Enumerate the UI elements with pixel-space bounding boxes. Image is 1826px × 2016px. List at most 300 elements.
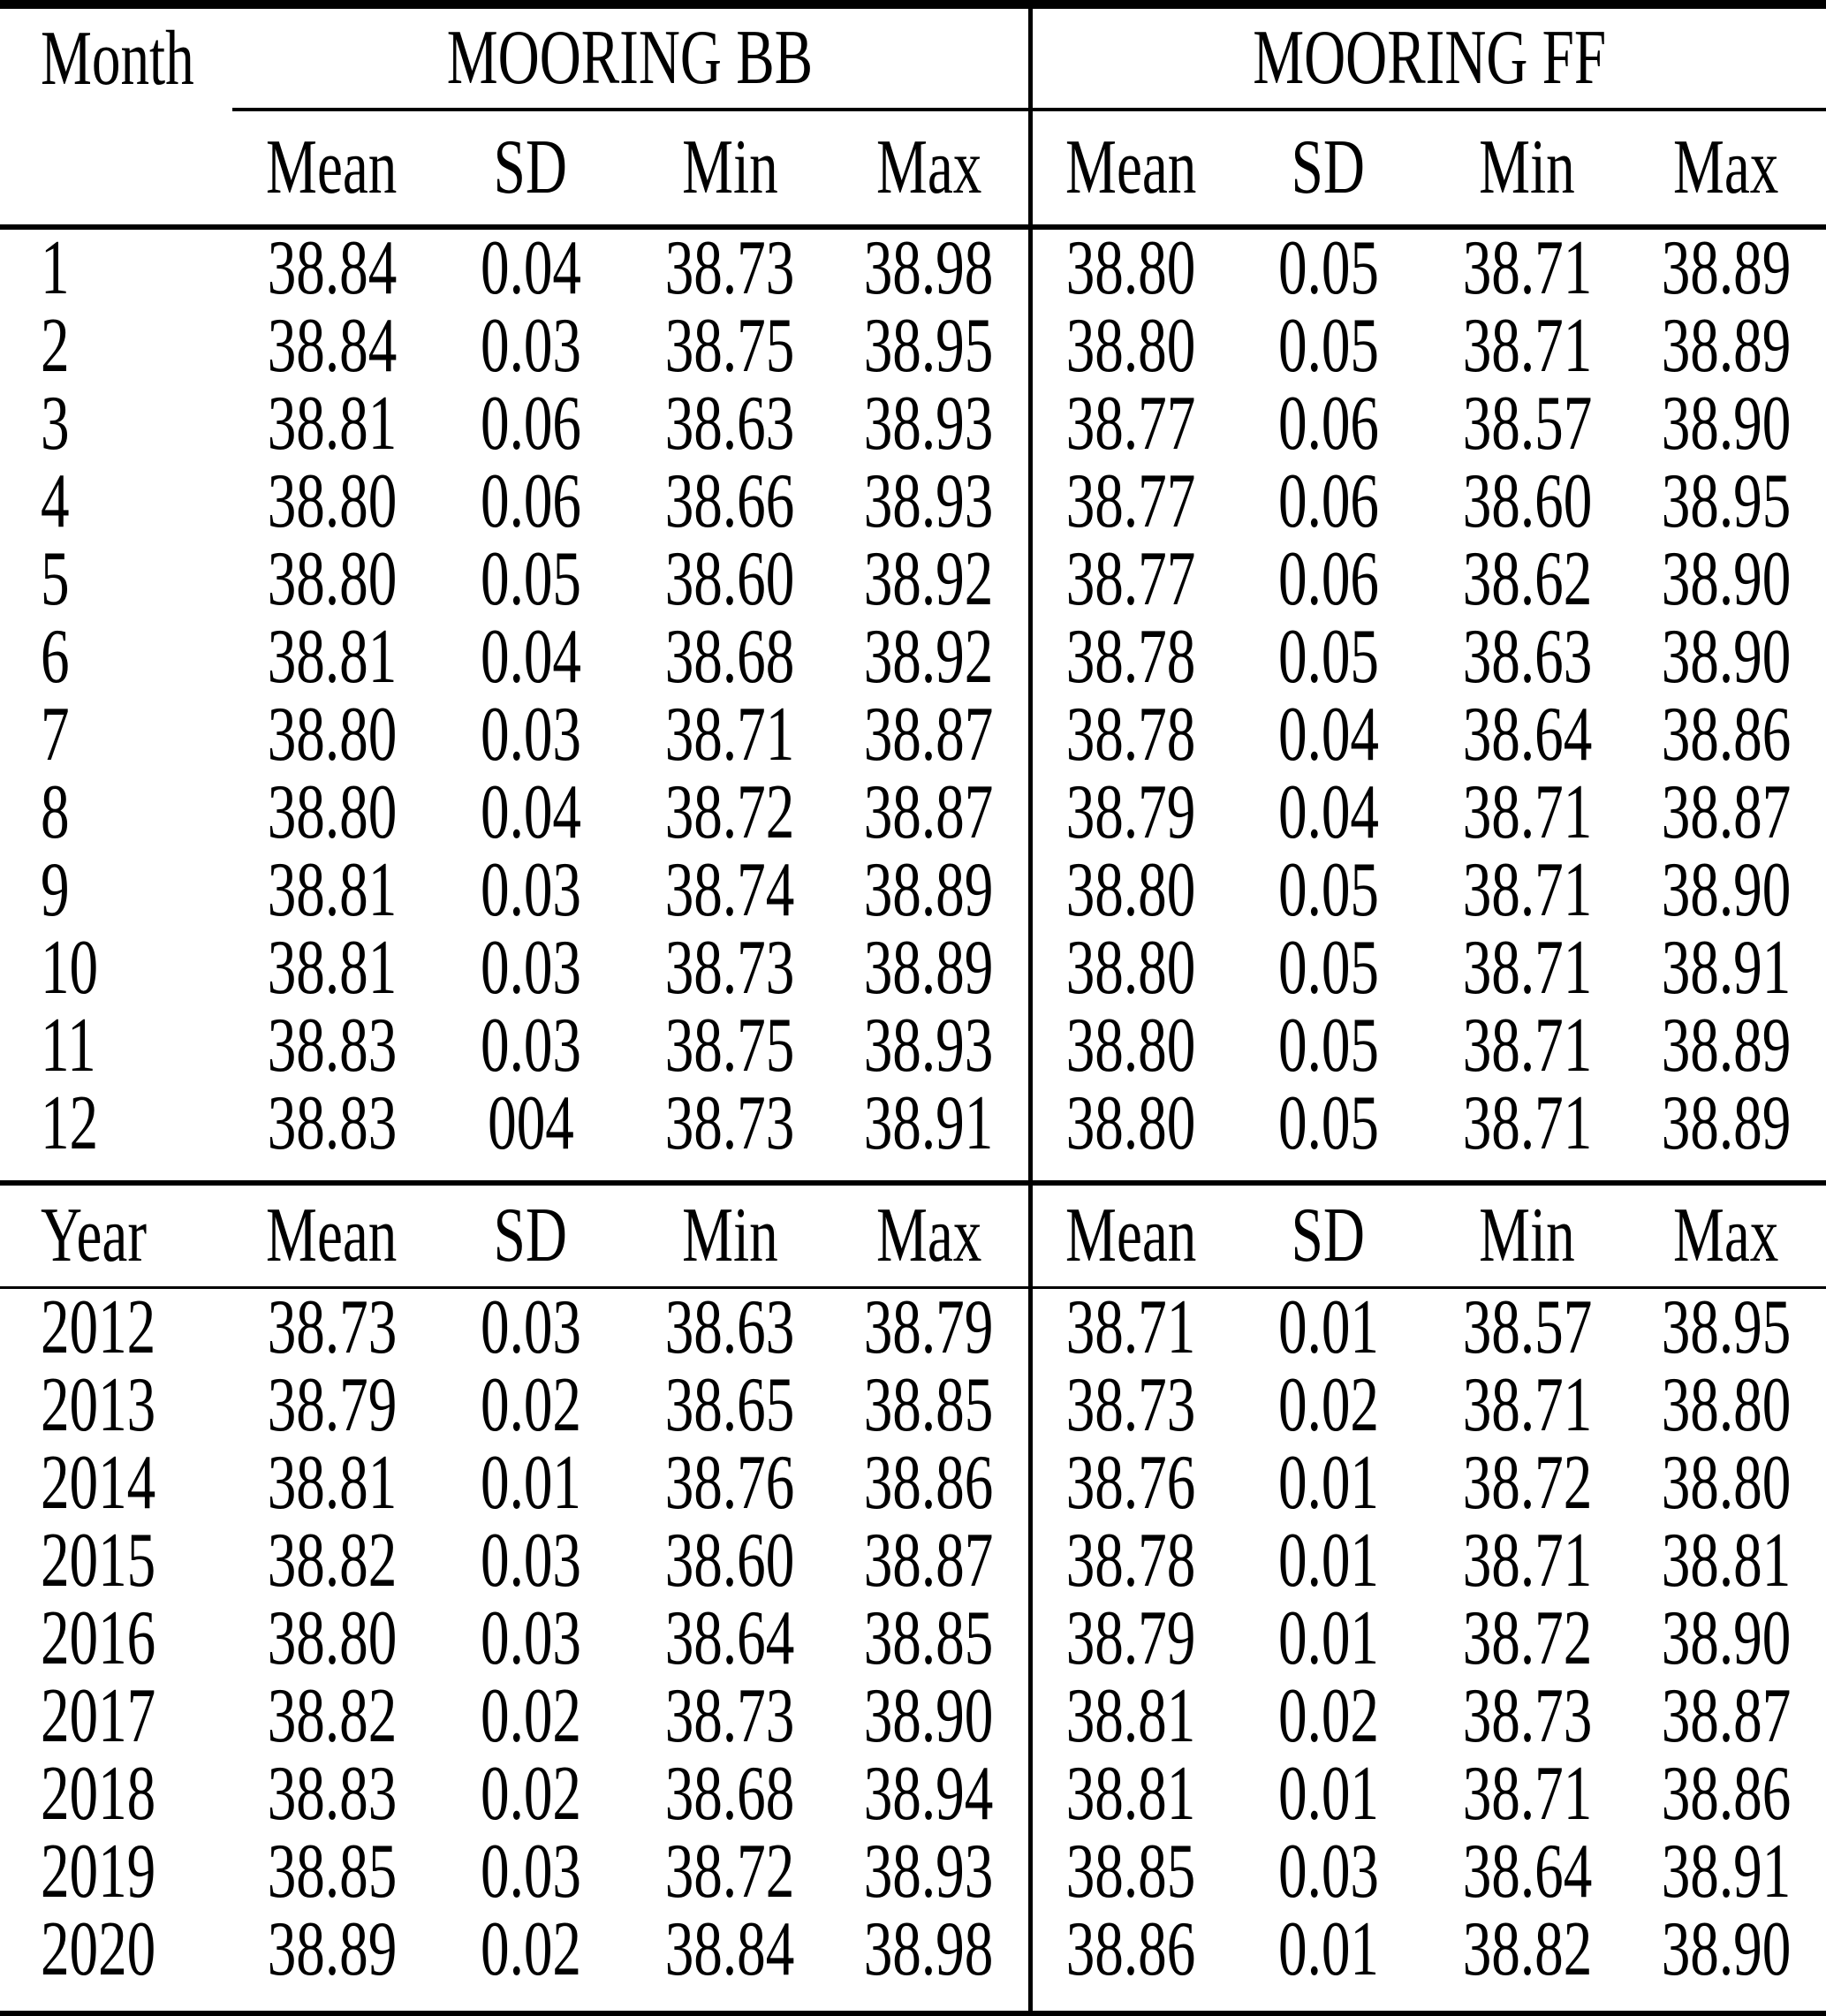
month-label: 2 — [41, 303, 70, 389]
cell-bb-sd — [431, 536, 630, 622]
value-bb-min: 38.72 — [664, 1829, 795, 1914]
value-ff-sd: 0.02 — [1277, 1362, 1379, 1448]
value-ff-mean: 38.78 — [1065, 614, 1196, 700]
cell-ff-mean — [1030, 847, 1229, 933]
value-ff-mean: 38.78 — [1065, 692, 1196, 777]
mooring-bb-label: MOORING BB — [447, 15, 814, 101]
cell-ff-sd — [1229, 536, 1428, 622]
value-bb-max: 38.85 — [864, 1595, 994, 1681]
cell-bb-sd — [431, 692, 630, 777]
value-bb-min: 38.66 — [664, 459, 795, 544]
group-header-row — [0, 4, 1826, 110]
cell-ff-sd — [1229, 381, 1428, 466]
value-ff-max: 38.91 — [1661, 925, 1792, 1011]
value-ff-min: 38.71 — [1462, 925, 1592, 1011]
value-ff-min: 38.71 — [1462, 303, 1592, 389]
ff-max-year-header: Max — [1626, 1183, 1826, 1288]
bb-sd-year-header: SD — [431, 1183, 630, 1288]
bb-sd-header: SD — [431, 110, 630, 227]
value-ff-mean: 38.77 — [1065, 459, 1196, 544]
cell-ff-mean — [1030, 459, 1229, 544]
cell-ff-mean — [1030, 1751, 1229, 1837]
month-label: 8 — [41, 769, 70, 855]
cell-ff-sd — [1229, 925, 1428, 1011]
month-label-cell — [0, 614, 232, 700]
cell-bb-max — [830, 847, 1030, 933]
mooring-ff-label: MOORING FF — [1252, 15, 1606, 101]
value-bb-sd: 0.03 — [480, 692, 581, 777]
value-bb-sd: 0.05 — [480, 536, 581, 622]
value-ff-sd: 0.05 — [1277, 225, 1379, 311]
cell-bb-mean — [232, 536, 431, 622]
value-ff-mean: 38.80 — [1065, 847, 1196, 933]
value-bb-min: 38.84 — [664, 1906, 795, 1992]
cell-bb-mean — [232, 614, 431, 700]
cell-bb-mean — [232, 1673, 431, 1759]
month-label: 9 — [41, 847, 70, 933]
cell-ff-min — [1428, 536, 1626, 622]
year-row — [0, 1522, 1826, 1600]
cell-bb-max — [830, 1595, 1030, 1681]
value-bb-min: 38.72 — [664, 769, 795, 855]
year-row — [0, 1600, 1826, 1678]
value-bb-max: 38.87 — [864, 1518, 994, 1603]
value-ff-sd: 0.03 — [1277, 1829, 1379, 1914]
cell-ff-sd — [1229, 1518, 1428, 1603]
cell-bb-max — [830, 614, 1030, 700]
value-ff-sd: 0.05 — [1277, 1003, 1379, 1088]
value-ff-max: 38.90 — [1661, 1906, 1792, 1992]
cell-ff-sd — [1229, 692, 1428, 777]
cell-ff-sd — [1229, 1362, 1428, 1448]
ff-min-header: Min — [1428, 110, 1626, 227]
year-label-cell — [0, 1906, 232, 2013]
value-ff-min: 38.57 — [1462, 1285, 1592, 1370]
bb-max-year-header: Max — [830, 1183, 1030, 1288]
cell-bb-sd — [431, 1440, 630, 1526]
value-bb-mean: 38.84 — [267, 225, 397, 311]
cell-ff-max — [1626, 925, 1826, 1011]
month-label-cell — [0, 381, 232, 466]
value-bb-max: 38.87 — [864, 769, 994, 855]
cell-ff-mean — [1030, 692, 1229, 777]
value-bb-mean: 38.83 — [267, 1003, 397, 1088]
cell-bb-min — [630, 1673, 830, 1759]
cell-ff-mean — [1030, 925, 1229, 1011]
cell-ff-mean — [1030, 769, 1229, 855]
cell-bb-max — [830, 925, 1030, 1011]
cell-bb-sd — [431, 925, 630, 1011]
value-ff-mean: 38.81 — [1065, 1673, 1196, 1759]
cell-bb-sd — [431, 1673, 630, 1759]
cell-bb-min — [630, 225, 830, 311]
value-ff-min: 38.71 — [1462, 769, 1592, 855]
cell-ff-max — [1626, 459, 1826, 544]
month-row — [0, 463, 1826, 541]
value-bb-sd: 0.06 — [480, 381, 581, 466]
value-bb-mean: 38.85 — [267, 1829, 397, 1914]
value-bb-max: 38.93 — [864, 381, 994, 466]
cell-ff-min — [1428, 225, 1626, 311]
value-ff-sd: 0.02 — [1277, 1673, 1379, 1759]
value-ff-min: 38.72 — [1462, 1595, 1592, 1681]
cell-ff-min — [1428, 1440, 1626, 1526]
cell-ff-min — [1428, 1362, 1626, 1448]
cell-bb-sd — [431, 1829, 630, 1914]
value-bb-min: 38.74 — [664, 847, 795, 933]
cell-ff-sd — [1229, 1829, 1428, 1914]
value-bb-max: 38.98 — [864, 1906, 994, 1992]
value-ff-sd: 0.04 — [1277, 692, 1379, 777]
cell-bb-max — [830, 1906, 1030, 2013]
cell-ff-mean — [1030, 225, 1229, 311]
year-label: 2016 — [41, 1595, 156, 1681]
cell-ff-min — [1428, 1285, 1626, 1370]
value-bb-max: 38.85 — [864, 1362, 994, 1448]
value-ff-min: 38.71 — [1462, 1751, 1592, 1837]
year-label: 2019 — [41, 1829, 156, 1914]
cell-bb-sd — [431, 1518, 630, 1603]
cell-ff-sd — [1229, 847, 1428, 933]
year-header-row — [0, 1183, 1826, 1288]
value-bb-mean: 38.80 — [267, 769, 397, 855]
value-ff-mean: 38.77 — [1065, 536, 1196, 622]
cell-bb-min — [630, 536, 830, 622]
cell-ff-min — [1428, 925, 1626, 1011]
value-ff-max: 38.87 — [1661, 1673, 1792, 1759]
year-row — [0, 1367, 1826, 1444]
cell-bb-mean — [232, 1440, 431, 1526]
value-bb-min: 38.68 — [664, 1751, 795, 1837]
value-bb-min: 38.68 — [664, 614, 795, 700]
cell-ff-sd — [1229, 303, 1428, 389]
cell-bb-min — [630, 1595, 830, 1681]
year-label: 2015 — [41, 1518, 156, 1603]
value-ff-mean: 38.80 — [1065, 303, 1196, 389]
cell-bb-min — [630, 692, 830, 777]
year-row — [0, 1678, 1826, 1755]
cell-ff-sd — [1229, 1673, 1428, 1759]
cell-bb-max — [830, 303, 1030, 389]
cell-ff-max — [1626, 1906, 1826, 2013]
cell-bb-mean — [232, 769, 431, 855]
value-bb-mean: 38.80 — [267, 1595, 397, 1681]
year-label: 2017 — [41, 1673, 156, 1759]
year-label: 2018 — [41, 1751, 156, 1837]
value-ff-mean: 38.85 — [1065, 1829, 1196, 1914]
cell-bb-min — [630, 1906, 830, 2013]
cell-bb-sd — [431, 1285, 630, 1370]
cell-bb-min — [630, 1829, 830, 1914]
month-label: 5 — [41, 536, 70, 622]
cell-ff-min — [1428, 459, 1626, 544]
month-label: 3 — [41, 381, 70, 466]
value-ff-mean: 38.71 — [1065, 1285, 1196, 1370]
value-bb-sd: 0.01 — [480, 1440, 581, 1526]
bb-max-header: Max — [830, 110, 1030, 227]
value-bb-min: 38.73 — [664, 925, 795, 1011]
year-label: 2014 — [41, 1440, 156, 1526]
value-bb-sd: 0.04 — [480, 225, 581, 311]
cell-bb-min — [630, 847, 830, 933]
cell-bb-mean — [232, 1829, 431, 1914]
value-bb-mean: 38.81 — [267, 381, 397, 466]
value-ff-max: 38.90 — [1661, 847, 1792, 933]
month-header-label: Month — [41, 16, 194, 102]
cell-ff-mean — [1030, 381, 1229, 466]
cell-bb-mean — [232, 381, 431, 466]
month-row — [0, 696, 1826, 774]
cell-bb-min — [630, 925, 830, 1011]
value-bb-min: 38.63 — [664, 381, 795, 466]
cell-bb-max — [830, 381, 1030, 466]
cell-bb-max — [830, 1362, 1030, 1448]
ff-mean-year-header: Mean — [1030, 1183, 1229, 1288]
value-ff-mean: 38.80 — [1065, 225, 1196, 311]
cell-ff-max — [1626, 1003, 1826, 1088]
value-ff-mean: 38.79 — [1065, 1595, 1196, 1681]
cell-ff-mean — [1030, 1285, 1229, 1370]
cell-ff-sd — [1229, 769, 1428, 855]
value-bb-sd: 0.03 — [480, 925, 581, 1011]
value-ff-mean: 38.80 — [1065, 1003, 1196, 1088]
cell-ff-min — [1428, 692, 1626, 777]
value-bb-sd: 0.03 — [480, 1285, 581, 1370]
value-ff-sd: 0.01 — [1277, 1906, 1379, 1992]
value-ff-min: 38.64 — [1462, 1829, 1592, 1914]
value-bb-sd: 0.03 — [480, 1003, 581, 1088]
value-bb-max: 38.86 — [864, 1440, 994, 1526]
year-row — [0, 1288, 1826, 1368]
value-ff-mean: 38.79 — [1065, 769, 1196, 855]
cell-bb-max — [830, 1673, 1030, 1759]
value-bb-min: 38.75 — [664, 303, 795, 389]
value-ff-sd: 0.05 — [1277, 847, 1379, 933]
value-bb-max: 38.93 — [864, 1003, 994, 1088]
cell-ff-min — [1428, 1906, 1626, 2013]
value-bb-min: 38.75 — [664, 1003, 795, 1088]
year-row — [0, 1911, 1826, 2013]
cell-ff-mean — [1030, 536, 1229, 622]
value-ff-max: 38.80 — [1661, 1362, 1792, 1448]
month-row — [0, 774, 1826, 852]
cell-ff-max — [1626, 614, 1826, 700]
value-ff-sd: 0.01 — [1277, 1440, 1379, 1526]
value-ff-sd: 0.05 — [1277, 614, 1379, 700]
cell-bb-sd — [431, 1362, 630, 1448]
cell-bb-mean — [232, 459, 431, 544]
value-bb-max: 38.93 — [864, 459, 994, 544]
month-label: 10 — [41, 925, 99, 1011]
cell-bb-max — [830, 536, 1030, 622]
value-ff-max: 38.90 — [1661, 381, 1792, 466]
cell-bb-max — [830, 1440, 1030, 1526]
cell-bb-min — [630, 381, 830, 466]
value-bb-min: 38.76 — [664, 1440, 795, 1526]
value-ff-max: 38.91 — [1661, 1829, 1792, 1914]
cell-bb-mean — [232, 1285, 431, 1370]
cell-bb-min — [630, 1362, 830, 1448]
year-label-cell — [0, 1440, 232, 1526]
cell-ff-mean — [1030, 614, 1229, 700]
cell-ff-sd — [1229, 225, 1428, 311]
cell-ff-mean — [1030, 1003, 1229, 1088]
month-label-cell — [0, 769, 232, 855]
value-bb-max: 38.95 — [864, 303, 994, 389]
year-label-cell — [0, 1362, 232, 1448]
value-ff-mean: 38.78 — [1065, 1518, 1196, 1603]
value-ff-mean: 38.80 — [1065, 925, 1196, 1011]
month-label: 4 — [41, 459, 70, 544]
value-bb-mean: 38.80 — [267, 459, 397, 544]
value-bb-sd: 0.04 — [480, 614, 581, 700]
value-bb-sd: 0.03 — [480, 1518, 581, 1603]
cell-ff-min — [1428, 381, 1626, 466]
cell-ff-max — [1626, 1285, 1826, 1370]
ff-min-year-header: Min — [1428, 1183, 1626, 1288]
month-row — [0, 307, 1826, 385]
value-ff-min: 38.73 — [1462, 1673, 1592, 1759]
cell-bb-mean — [232, 1362, 431, 1448]
value-bb-min: 38.60 — [664, 536, 795, 622]
cell-ff-min — [1428, 1751, 1626, 1837]
year-row — [0, 1755, 1826, 1833]
cell-bb-mean — [232, 1518, 431, 1603]
value-bb-min: 38.73 — [664, 1080, 795, 1166]
cell-ff-max — [1626, 692, 1826, 777]
cell-bb-min — [630, 1518, 830, 1603]
month-label: 1 — [41, 225, 70, 311]
cell-bb-max — [830, 1829, 1030, 1914]
cell-ff-sd — [1229, 1440, 1428, 1526]
value-ff-max: 38.86 — [1661, 1751, 1792, 1837]
cell-ff-sd — [1229, 1080, 1428, 1183]
value-ff-max: 38.89 — [1661, 1080, 1792, 1166]
cell-bb-min — [630, 1080, 830, 1183]
value-bb-mean: 38.82 — [267, 1518, 397, 1603]
cell-ff-max — [1626, 225, 1826, 311]
cell-ff-sd — [1229, 1906, 1428, 2013]
year-row — [0, 1833, 1826, 1911]
cell-bb-sd — [431, 847, 630, 933]
value-ff-max: 38.90 — [1661, 614, 1792, 700]
cell-bb-mean — [232, 692, 431, 777]
cell-bb-max — [830, 1080, 1030, 1183]
cell-ff-min — [1428, 1829, 1626, 1914]
value-bb-max: 38.93 — [864, 1829, 994, 1914]
cell-bb-sd — [431, 1751, 630, 1837]
year-label-cell — [0, 1518, 232, 1603]
month-label-cell — [0, 536, 232, 622]
month-row — [0, 1007, 1826, 1085]
bb-min-header: Min — [630, 110, 830, 227]
month-label-cell — [0, 692, 232, 777]
cell-ff-min — [1428, 1518, 1626, 1603]
cell-ff-min — [1428, 769, 1626, 855]
cell-bb-sd — [431, 614, 630, 700]
month-row — [0, 852, 1826, 929]
value-ff-min: 38.71 — [1462, 1518, 1592, 1603]
cell-bb-sd — [431, 459, 630, 544]
value-bb-mean: 38.81 — [267, 847, 397, 933]
cell-ff-min — [1428, 614, 1626, 700]
cell-ff-mean — [1030, 1080, 1229, 1183]
value-ff-max: 38.95 — [1661, 1285, 1792, 1370]
cell-ff-max — [1626, 1829, 1826, 1914]
value-bb-sd: 0.02 — [480, 1362, 581, 1448]
cell-bb-mean — [232, 225, 431, 311]
cell-bb-sd — [431, 225, 630, 311]
cell-bb-min — [630, 459, 830, 544]
value-bb-min: 38.73 — [664, 225, 795, 311]
month-label-cell — [0, 225, 232, 311]
value-bb-max: 38.87 — [864, 692, 994, 777]
value-ff-mean: 38.76 — [1065, 1440, 1196, 1526]
cell-ff-mean — [1030, 1595, 1229, 1681]
value-bb-max: 38.89 — [864, 925, 994, 1011]
value-bb-sd: 0.03 — [480, 1595, 581, 1681]
cell-bb-mean — [232, 1003, 431, 1088]
value-bb-min: 38.65 — [664, 1362, 795, 1448]
value-ff-max: 38.89 — [1661, 225, 1792, 311]
value-ff-max: 38.81 — [1661, 1518, 1792, 1603]
cell-ff-max — [1626, 769, 1826, 855]
value-bb-max: 38.92 — [864, 614, 994, 700]
cell-ff-max — [1626, 1440, 1826, 1526]
year-label-cell — [0, 1751, 232, 1837]
cell-bb-max — [830, 1285, 1030, 1370]
value-bb-mean: 38.80 — [267, 536, 397, 622]
year-rows-body — [0, 1285, 1826, 2014]
value-ff-max: 38.89 — [1661, 1003, 1792, 1088]
value-ff-sd: 0.01 — [1277, 1518, 1379, 1603]
year-label-cell — [0, 1595, 232, 1681]
value-bb-sd: 0.03 — [480, 847, 581, 933]
value-ff-min: 38.71 — [1462, 1080, 1592, 1166]
cell-ff-min — [1428, 303, 1626, 389]
empty-corner-cell — [0, 110, 232, 227]
cell-bb-mean — [232, 1595, 431, 1681]
year-label: 2020 — [41, 1906, 156, 1992]
month-row — [0, 385, 1826, 463]
cell-bb-max — [830, 692, 1030, 777]
month-label: 12 — [41, 1080, 99, 1166]
value-bb-sd: 004 — [487, 1080, 574, 1166]
value-bb-sd: 0.06 — [480, 459, 581, 544]
value-bb-mean: 38.73 — [267, 1285, 397, 1370]
value-bb-mean: 38.81 — [267, 1440, 397, 1526]
cell-bb-max — [830, 1518, 1030, 1603]
month-label-cell — [0, 1080, 232, 1183]
value-bb-max: 38.98 — [864, 225, 994, 311]
cell-ff-sd — [1229, 1285, 1428, 1370]
cell-bb-sd — [431, 1080, 630, 1183]
value-ff-min: 38.63 — [1462, 614, 1592, 700]
cell-bb-min — [630, 303, 830, 389]
cell-ff-mean — [1030, 1362, 1229, 1448]
month-column-header — [0, 4, 232, 110]
mooring-bb-header — [232, 4, 1030, 110]
value-bb-mean: 38.89 — [267, 1906, 397, 1992]
year-column-header — [0, 1183, 232, 1288]
cell-ff-max — [1626, 1673, 1826, 1759]
value-ff-min: 38.82 — [1462, 1906, 1592, 1992]
cell-bb-mean — [232, 303, 431, 389]
month-label-cell — [0, 459, 232, 544]
value-ff-min: 38.71 — [1462, 1003, 1592, 1088]
value-ff-min: 38.71 — [1462, 1362, 1592, 1448]
cell-ff-mean — [1030, 1440, 1229, 1526]
